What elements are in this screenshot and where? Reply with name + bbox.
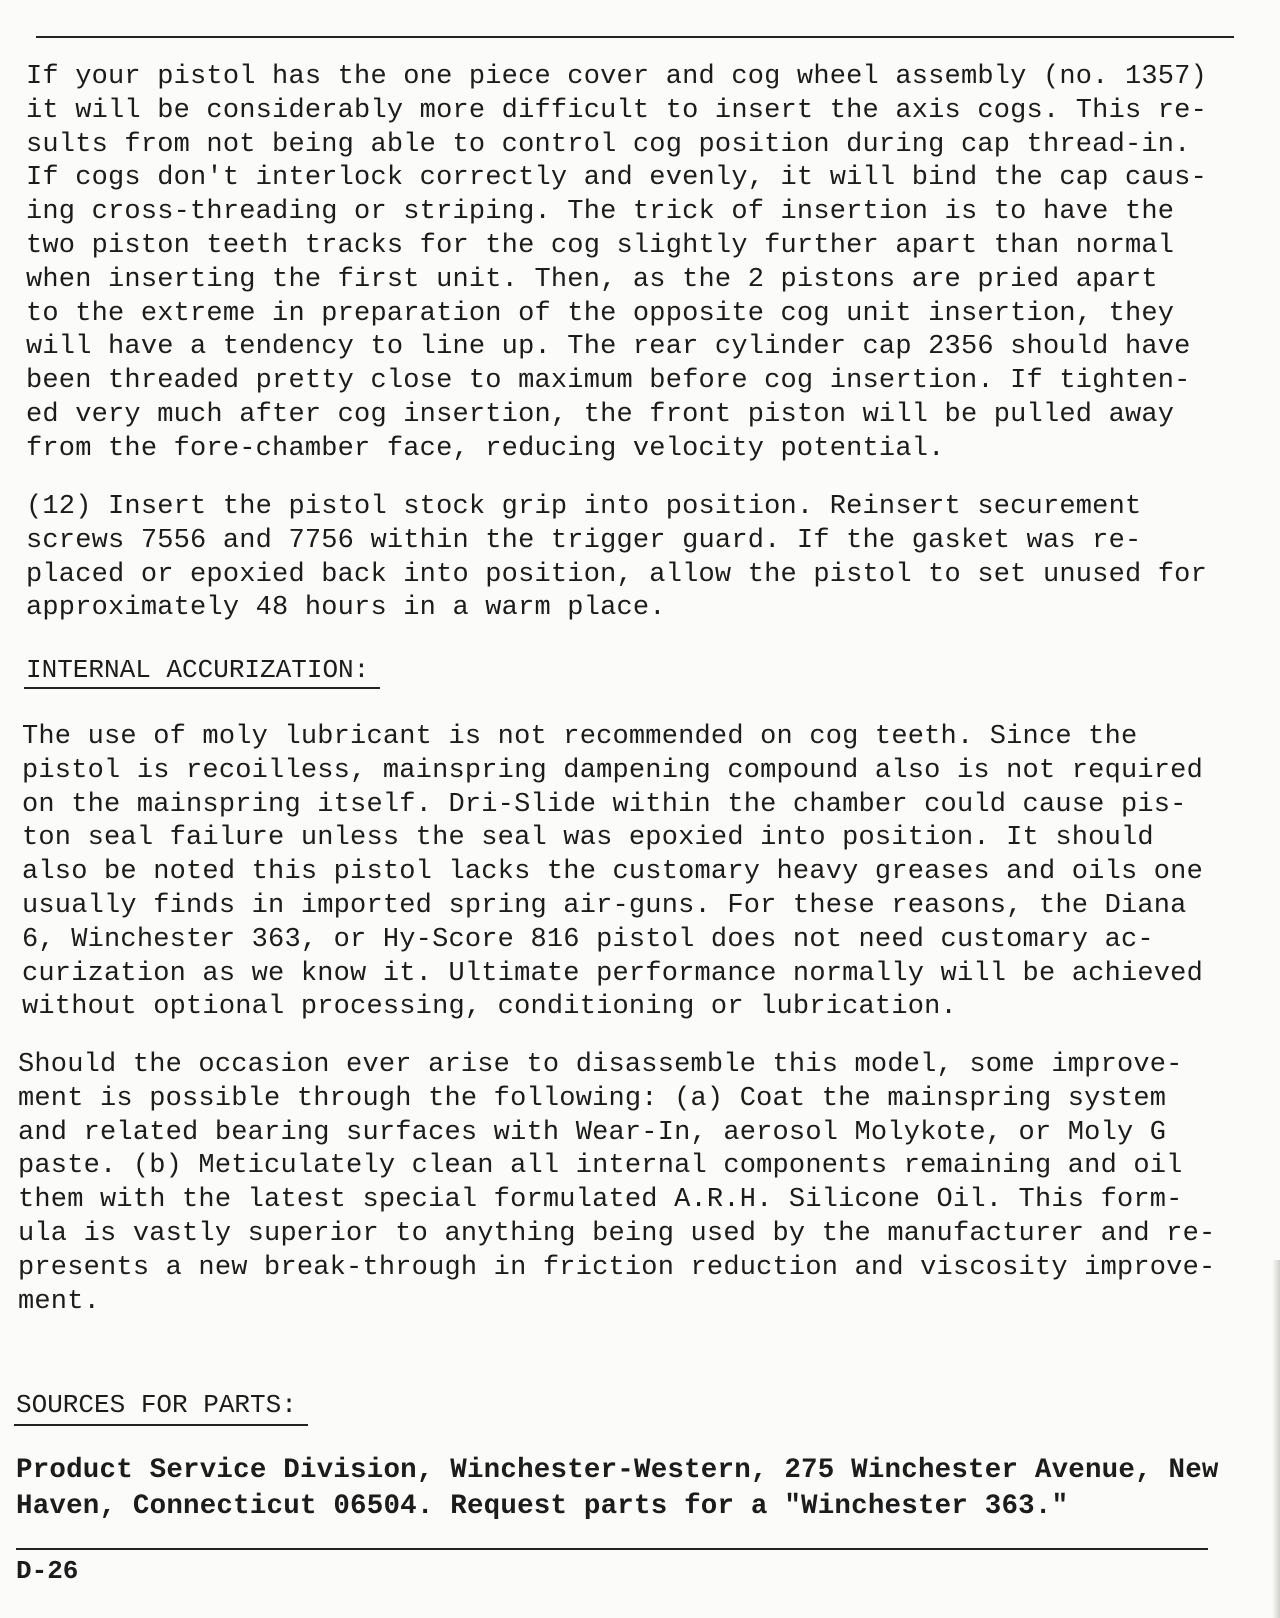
text-line: when inserting the first unit. Then, as the 2 pistons are pried apart xyxy=(26,264,1158,295)
text-line: ing cross-threading or striping. The trick of insertion is to have the xyxy=(26,197,1175,228)
text-line: Should the occasion ever arise to disassemble this model, some improve- xyxy=(18,1050,1183,1080)
text-line: approximately 48 hours in a warm place. xyxy=(26,593,666,624)
text-line: on the mainspring itself. Dri-Slide within the chamber could cause pis- xyxy=(22,789,1187,820)
text-line: it will be considerably more difficult to insert the axis cogs. This re- xyxy=(26,95,1207,126)
text-line: placed or epoxied back into position, allow the pistol to set unused for xyxy=(26,559,1207,590)
text-line: ment. xyxy=(18,1286,101,1317)
text-line: usually finds in imported spring air-guns. For these reasons, the Diana xyxy=(22,890,1187,921)
text-line: pistol is recoilless, mainspring dampening compound also is not required xyxy=(22,755,1203,786)
heading-underline xyxy=(24,687,380,689)
text-line: without optional processing, conditioning or lubrication. xyxy=(22,992,957,1023)
text-line: paste. (b) Meticulately clean all internal components remaining and oil xyxy=(18,1151,1183,1182)
text-line: been threaded pretty close to maximum before cog insertion. If tighten- xyxy=(26,366,1191,397)
paragraph-disassemble xyxy=(18,1049,1233,1319)
page-number: D-26 xyxy=(16,1556,79,1586)
text-line: (12) Insert the pistol stock grip into position. Reinsert securement xyxy=(26,492,1142,522)
text-line: them with the latest special formulated A.R.H. Silicone Oil. This form- xyxy=(18,1185,1183,1216)
bottom-rule xyxy=(16,1548,1208,1550)
text-line: from the fore-chamber face, reducing velocity potential. xyxy=(26,433,945,464)
text-line: will have a tendency to line up. The rear cylinder cap 2356 should have xyxy=(26,332,1191,363)
sources-address xyxy=(16,1453,1246,1525)
text-line: ton seal failure unless the seal was epoxied into position. It should xyxy=(22,823,1154,854)
text-line: curization as we know it. Ultimate performance normally will be achieved xyxy=(22,958,1203,989)
heading-sources-for-parts: SOURCES FOR PARTS: xyxy=(16,1390,297,1420)
text-line: If cogs don't interlock correctly and evenly, it will bind the cap caus- xyxy=(26,163,1207,194)
text-line: also be noted this pistol lacks the customary heavy greases and oils one xyxy=(22,857,1203,888)
heading-internal-accurization: INTERNAL ACCURIZATION: xyxy=(26,655,370,685)
text-line: presents a new break-through in friction reduction and viscosity improve- xyxy=(18,1252,1216,1283)
text-line: screws 7556 and 7756 within the trigger guard. If the gasket was re- xyxy=(26,525,1142,556)
page-edge-shadow xyxy=(1272,1260,1280,1618)
heading-underline xyxy=(14,1424,308,1426)
text-line: ed very much after cog insertion, the front piston will be pulled away xyxy=(26,399,1175,430)
paragraph-moly-lubricant xyxy=(22,721,1237,1025)
text-line: Product Service Division, Winchester-Western, 275 Winchester Avenue, New xyxy=(16,1455,1219,1486)
text-line: ula is vastly superior to anything being used by the manufacturer and re- xyxy=(18,1218,1216,1249)
text-line: Haven, Connecticut 06504. Request parts for a "Winchester 363." xyxy=(16,1491,1069,1522)
top-rule xyxy=(36,36,1234,38)
paragraph-step-12 xyxy=(26,491,1241,626)
text-line: If your pistol has the one piece cover and cog wheel assembly (no. 1357) xyxy=(26,62,1207,92)
text-line: ment is possible through the following: (a) Coat the mainspring system xyxy=(18,1083,1167,1114)
text-line: sults from not being able to control cog position during cap thread-in. xyxy=(26,129,1191,160)
text-line: 6, Winchester 363, or Hy-Score 816 pistol does not need customary ac- xyxy=(22,924,1154,955)
paragraph-cog-insertion xyxy=(26,61,1241,467)
text-line: to the extreme in preparation of the opposite cog unit insertion, they xyxy=(26,298,1175,329)
text-line: and related bearing surfaces with Wear-In, aerosol Molykote, or Moly G xyxy=(18,1117,1167,1148)
text-line: The use of moly lubricant is not recommended on cog teeth. Since the xyxy=(22,722,1138,752)
text-line: two piston teeth tracks for the cog slightly further apart than normal xyxy=(26,230,1175,261)
